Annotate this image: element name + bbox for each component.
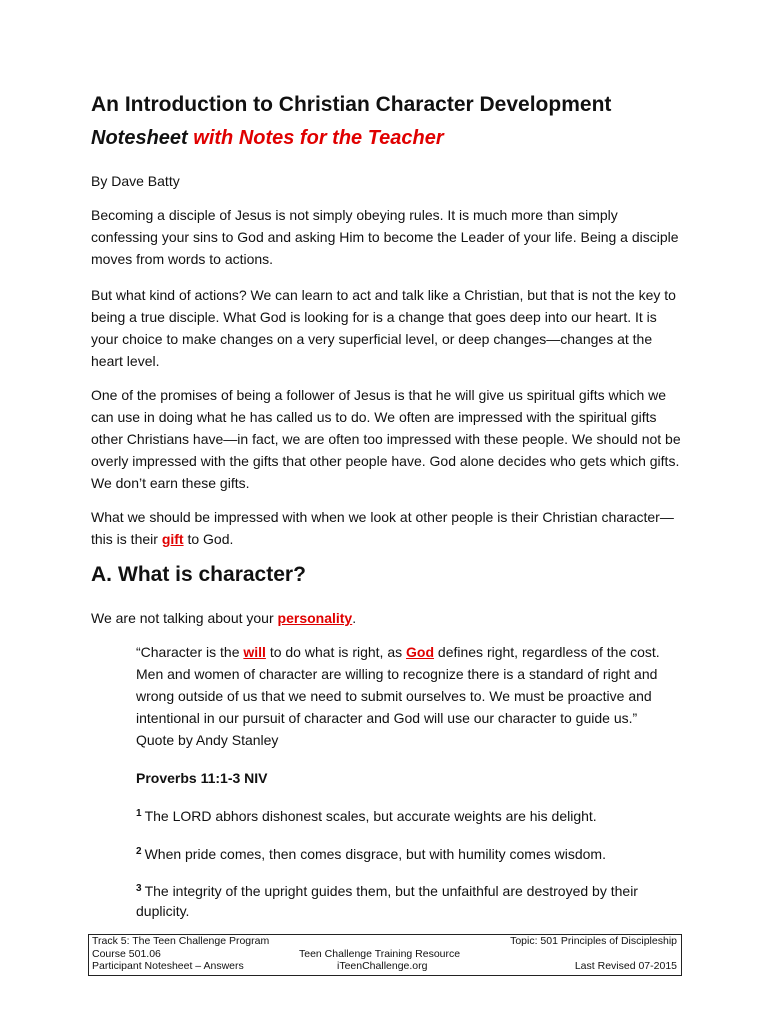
footer-row-3: [92, 960, 677, 973]
p4-text-before: What we should be impressed with when we look at other people is their Christian character—this is their: [91, 509, 674, 547]
quote-part-2: to do what is right, as: [265, 644, 407, 660]
personality-after: .: [352, 610, 357, 626]
verse-number: 1: [136, 808, 142, 819]
footer-row-1: [92, 935, 677, 948]
verse-text: The integrity of the upright guides them, but the unfaithful are destroyed by their duplicity.: [136, 883, 638, 919]
verse-number: 2: [136, 846, 142, 857]
personality-line: [91, 607, 681, 629]
footer-revised: Last Revised 07-2015: [574, 960, 677, 972]
answer-gift: gift: [161, 531, 184, 547]
footer-resource: Teen Challenge Training Resource: [299, 947, 461, 960]
footer-notesheet: Participant Notesheet – Answers: [92, 960, 244, 972]
page-footer: [88, 934, 682, 976]
answer-will: will: [243, 644, 266, 660]
scripture-reference: Proverbs 11:1-3 NIV: [136, 770, 268, 786]
quote-attribution: Quote by Andy Stanley: [136, 732, 279, 748]
verse-text: The LORD abhors dishonest scales, but accurate weights are his delight.: [144, 808, 597, 824]
intro-paragraph-3: One of the promises of being a follower of Jesus is that he will give us spiritual gifts which we can use in doing what he has called us to do. We often are impressed with the spiritual gifts other Christians have—in fact, we are often too impressed with these people. We should not be overly impressed with the gifts that other people have. God alone decides who gets which gifts. We don’t earn these gifts.: [91, 387, 681, 491]
answer-personality: personality: [277, 610, 353, 626]
document-subtitle: [91, 127, 444, 150]
section-letter: A.: [91, 563, 112, 586]
footer-website: iTeenChallenge.org: [337, 960, 428, 972]
subtitle-teacher-notes: with Notes for the Teacher: [193, 127, 444, 149]
section-title: What is character?: [118, 563, 306, 586]
character-quote: [136, 641, 676, 751]
quote-part-3: defines right, regardless of the cost. Men and women of character are willing to recognize there is a standard of right and wrong outside of us that we need to submit ourselves to. We must be proactive and intentional in our pursuit of character and God will use our character to guide us.”: [136, 644, 660, 726]
verse-text: When pride comes, then comes disgrace, but with humility comes wisdom.: [144, 846, 606, 862]
subtitle-notesheet: Notesheet: [91, 127, 188, 149]
document-title: An Introduction to Christian Character Development: [91, 93, 612, 116]
quote-part-1: “Character is the: [136, 644, 244, 660]
p4-text-after: to God.: [183, 531, 234, 547]
personality-before: We are not talking about your: [91, 610, 278, 626]
verse-3: [136, 879, 676, 921]
verse-number: 3: [136, 883, 142, 894]
footer-row-2: [92, 948, 677, 961]
footer-topic: Topic: 501 Principles of Discipleship: [510, 935, 677, 947]
answer-god: God: [406, 644, 435, 660]
verse-1: [136, 804, 676, 826]
verse-2: [136, 842, 676, 864]
author-byline: By Dave Batty: [91, 173, 180, 189]
section-a-heading: [91, 563, 306, 587]
footer-track: Track 5: The Teen Challenge Program: [92, 935, 270, 947]
intro-paragraph-1: Becoming a disciple of Jesus is not simply obeying rules. It is much more than simply confessing your sins to God and asking Him to become the Leader of your life. Being a disciple moves from words to actions.: [91, 207, 679, 267]
intro-paragraph-4: [91, 506, 681, 550]
footer-course: Course 501.06: [92, 947, 161, 960]
intro-paragraph-2: But what kind of actions? We can learn to act and talk like a Christian, but that is not the key to being a true disciple. What God is looking for is a change that goes deep into our heart. It is your choice to make changes on a very superficial level, or deep changes—changes at the heart level.: [91, 287, 676, 369]
